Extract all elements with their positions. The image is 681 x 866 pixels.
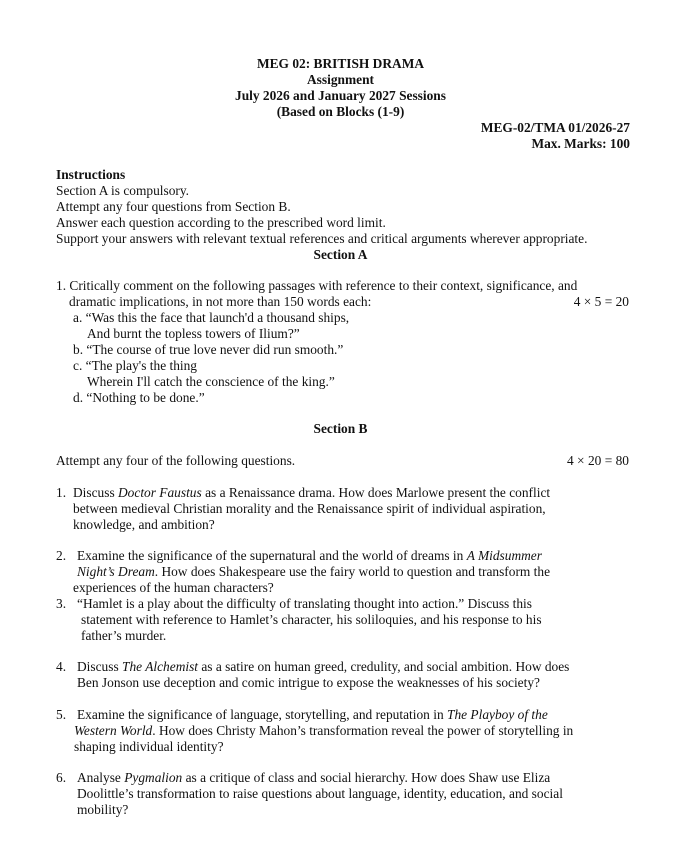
course-title: MEG 02: BRITISH DRAMA — [256, 56, 425, 71]
play-title: Night’s Dream — [77, 564, 155, 579]
question-3-line: statement with reference to Hamlet’s character, his soliloquies, and his response to his — [81, 612, 542, 627]
question-number: 1. — [56, 485, 67, 500]
question-1-line: between medieval Christian morality and the Renaissance spirit of individual aspiration, — [73, 501, 546, 516]
question-5-line: shaping individual identity? — [74, 739, 224, 754]
assignment-code: MEG-02/TMA 01/2026-27 — [480, 120, 630, 135]
section-b-intro: Attempt any four of the following questions. — [56, 453, 296, 468]
question-number: 4. — [56, 659, 67, 674]
passage-c-line: Wherein I'll catch the conscience of the king.” — [87, 374, 335, 389]
question-number: 2. — [56, 548, 67, 563]
passage-a-line: a. “Was this the face that launch'd a thousand ships, — [73, 310, 350, 325]
play-title: Pygmalion — [124, 770, 183, 785]
section-a-question-line: 1. Critically comment on the following passages with reference to their context, significance, and — [56, 278, 578, 293]
question-2-line: experiences of the human characters? — [73, 580, 274, 595]
document-type: Assignment — [307, 72, 374, 87]
section-b-marks: 4 × 20 = 80 — [567, 453, 629, 468]
passage-d-line: d. “Nothing to be done.” — [73, 390, 205, 405]
section-a-heading: Section A — [313, 247, 368, 262]
question-6-line: Doolittle’s transformation to raise questions about language, identity, education, and social — [77, 786, 563, 801]
sessions-line: July 2026 and January 2027 Sessions — [235, 88, 446, 103]
max-marks: Max. Marks: 100 — [531, 136, 630, 151]
question-4-line: Discuss The Alchemist as a satire on human greed, credulity, and social ambition. How does — [77, 659, 570, 674]
section-a-question-line: dramatic implications, in not more than 150 words each: — [69, 294, 372, 309]
question-3-line: “Hamlet is a play about the difficulty of translating thought into action.” Discuss this — [77, 596, 532, 611]
question-3-line: father’s murder. — [81, 628, 167, 643]
passage-b-line: b. “The course of true love never did run smooth.” — [73, 342, 344, 357]
question-6-line: Analyse Pygmalion as a critique of class and social hierarchy. How does Shaw use Eliza — [77, 770, 551, 785]
section-a-marks: 4 × 5 = 20 — [573, 294, 629, 309]
instruction-line: Section A is compulsory. — [56, 183, 190, 198]
question-4-line: Ben Jonson use deception and comic intrigue to expose the weaknesses of his society? — [77, 675, 540, 690]
play-title: The Playboy of the — [447, 707, 548, 722]
question-1-line: Discuss Doctor Faustus as a Renaissance drama. How does Marlowe present the conflict — [73, 485, 551, 500]
instruction-line: Support your answers with relevant textual references and critical arguments wherever appropriate. — [56, 231, 588, 246]
question-2-line: Examine the significance of the supernatural and the world of dreams in A Midsummer — [77, 548, 542, 563]
question-number: 3. — [56, 596, 67, 611]
instruction-line: Attempt any four questions from Section B. — [56, 199, 291, 214]
question-6-line: mobility? — [77, 802, 129, 817]
play-title: Doctor Faustus — [118, 485, 202, 500]
question-5-line: Western World. How does Christy Mahon’s transformation reveal the power of storytelling in — [74, 723, 574, 738]
blocks-line: (Based on Blocks (1-9) — [276, 104, 405, 119]
question-1-line: knowledge, and ambition? — [73, 517, 215, 532]
instruction-line: Answer each question according to the prescribed word limit. — [56, 215, 386, 230]
question-number: 6. — [56, 770, 67, 785]
instructions-heading: Instructions — [56, 167, 126, 182]
play-title: A Midsummer — [466, 548, 542, 563]
play-title: Western World — [74, 723, 153, 738]
passage-a-line: And burnt the topless towers of Ilium?” — [87, 326, 300, 341]
section-b-heading: Section B — [313, 421, 368, 436]
question-5-line: Examine the significance of language, storytelling, and reputation in The Playboy of the — [77, 707, 548, 722]
question-number: 5. — [56, 707, 67, 722]
question-2-line: Night’s Dream. How does Shakespeare use the fairy world to question and transform the — [77, 564, 551, 579]
play-title: The Alchemist — [122, 659, 199, 674]
passage-c-line: c. “The play's the thing — [73, 358, 198, 373]
